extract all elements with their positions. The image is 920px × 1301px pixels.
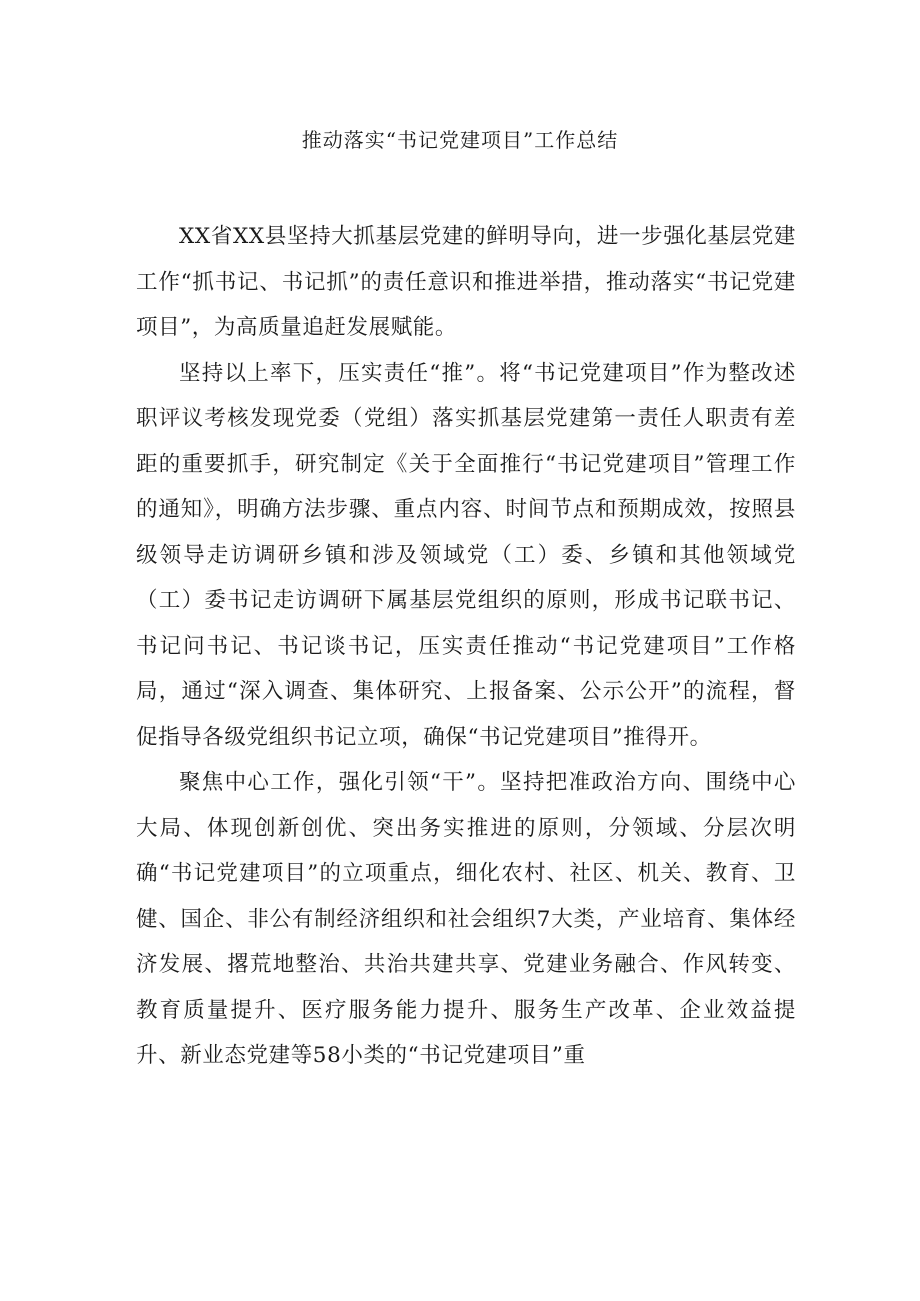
paragraph-intro: XX省XX县坚持大抓基层党建的鲜明导向，进一步强化基层党建工作“抓书记、书记抓”的责任意识和推进举措，推动落实“书记党建项目”，为高质量追赶发展赋能。	[136, 224, 796, 340]
paragraph-central-work: 聚焦中心工作，强化引领“干”。坚持把准政治方向、围绕中心大局、体现创新创优、突出务实推进的原则，分领域、分层次明确“书记党建项目”的立项重点，细化农村、社区、机关、教育、卫健、国企、非公有制经济组织和社会组织7大类，产业培育、集体经济发展、撂荒地整治、共治共建共享、党建业务融合、作风转变、教育质量提升、医疗服务能力提升、服务生产改革、企业效益提升、新业态党建等58小类的“书记党建项目”重	[136, 770, 796, 1068]
document-title: 推动落实“书记党建项目”工作总结	[301, 128, 619, 152]
paragraph-responsibility: 坚持以上率下，压实责任“推”。将“书记党建项目”作为整改述职评议考核发现党委（党组）落实抓基层党建第一责任人职责有差距的重要抓手，研究制定《关于全面推行“书记党建项目”管理工作的通知》，明确方法步骤、重点内容、时间节点和预期成效，按照县级领导走访调研乡镇和涉及领域党（工）委、乡镇和其他领域党（工）委书记走访调研下属基层党组织的原则，形成书记联书记、书记问书记、书记谈书记，压实责任推动“书记党建项目”工作格局，通过“深入调查、集体研究、上报备案、公示公开”的流程，督促指导各级党组织书记立项，确保“书记党建项目”推得开。	[136, 360, 796, 750]
document-body	[136, 214, 796, 1079]
